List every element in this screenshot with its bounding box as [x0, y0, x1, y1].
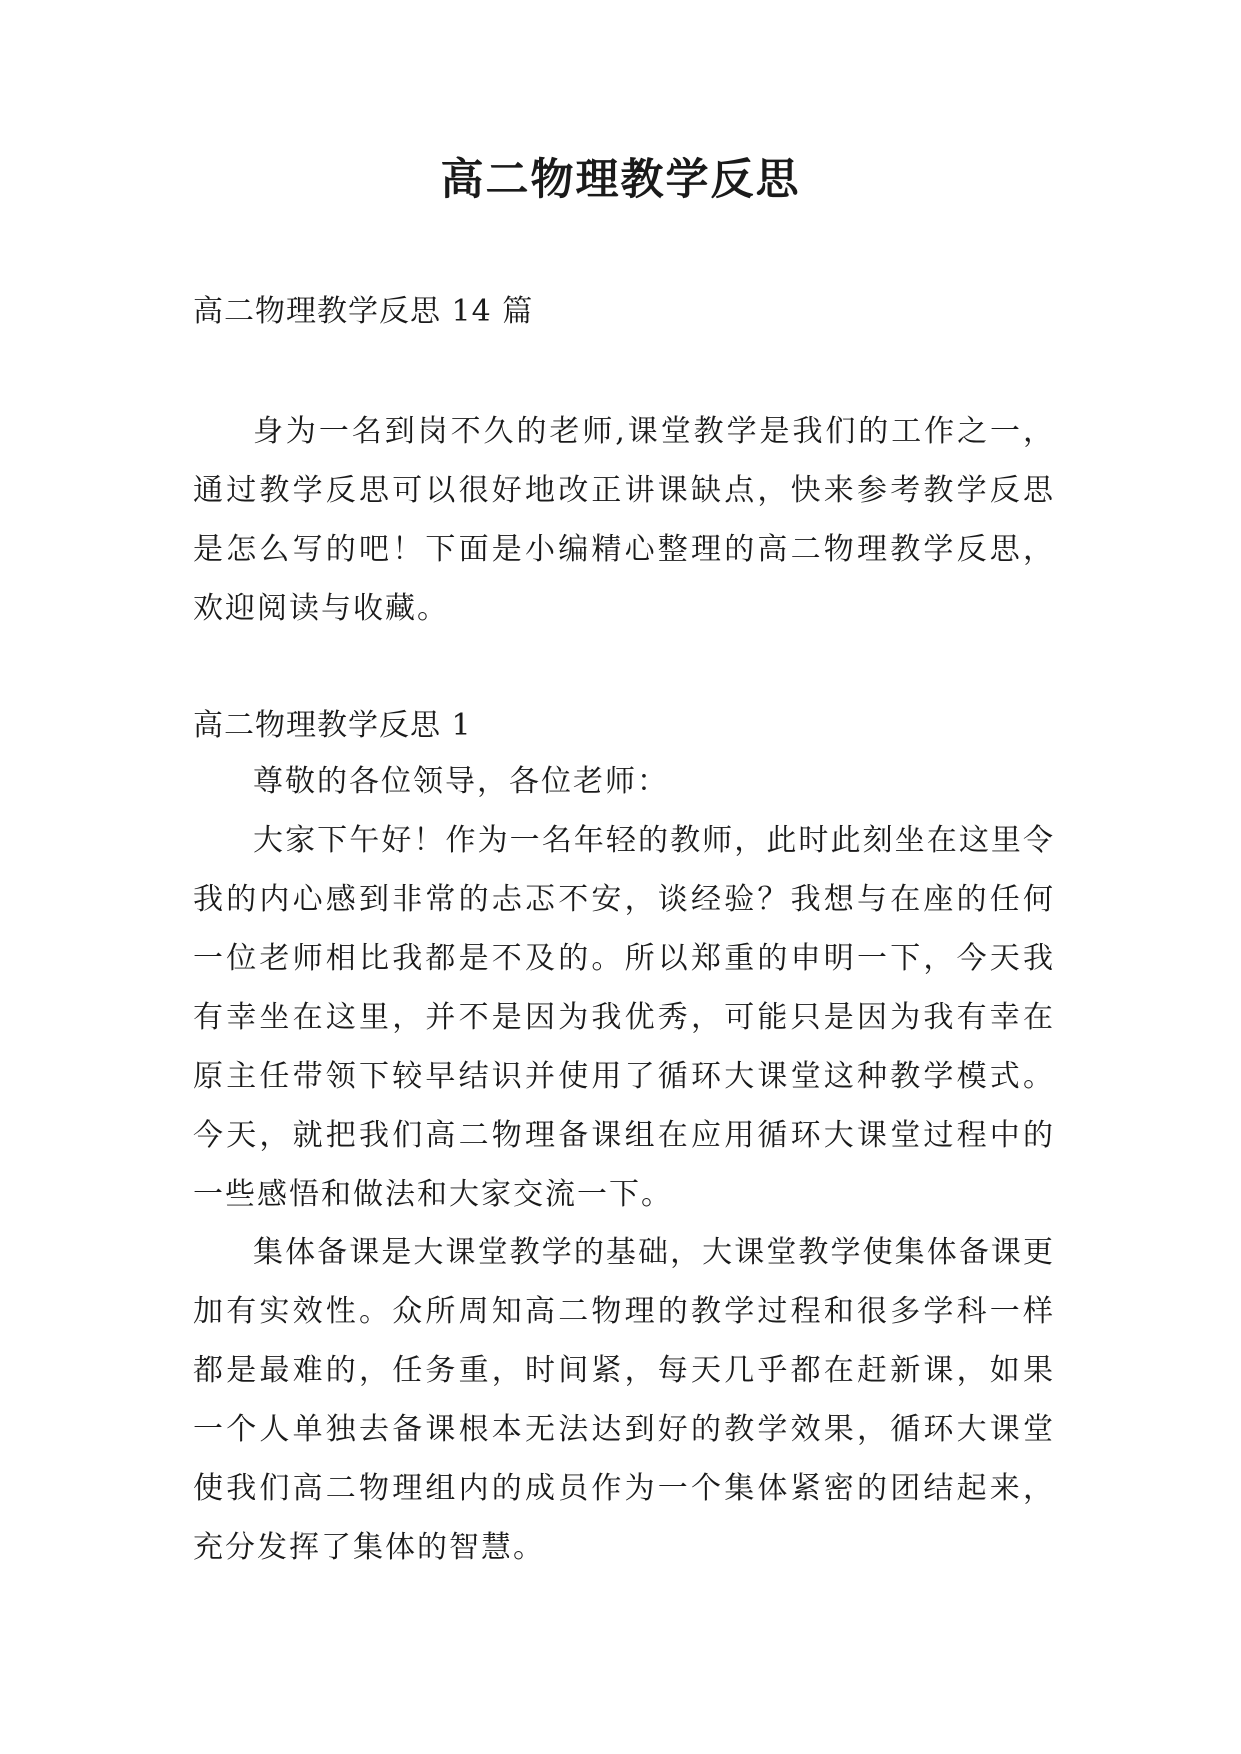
- document-subtitle: 高二物理教学反思 14 篇: [193, 294, 534, 329]
- greeting-line: 尊敬的各位领导，各位老师：: [253, 764, 669, 799]
- body-paragraph-1: 大家下午好！作为一名年轻的教师，此时此刻坐在这里令我的内心感到非常的忐忑不安，谈经验？我想与在座的任何一位老师相比我都是不及的。所以郑重的申明一下，今天我有幸坐在这里，并不是因为我优秀，可能只是因为我有幸在原主任带领下较早结识并使用了循环大课堂这种教学模式。今天，就把我们高二物理备课组在应用循环大课堂过程中的一些感悟和做法和大家交流一下。: [193, 823, 1055, 1212]
- intro-paragraph: 身为一名到岗不久的老师,课堂教学是我们的工作之一，通过教学反思可以很好地改正讲课缺点，快来参考教学反思是怎么写的吧！下面是小编精心整理的高二物理教学反思，欢迎阅读与收藏。: [193, 414, 1055, 626]
- document-title: 高二物理教学反思: [440, 155, 801, 205]
- section-heading: 高二物理教学反思 1: [193, 708, 472, 743]
- body-paragraph-2: 集体备课是大课堂教学的基础，大课堂教学使集体备课更加有实效性。众所周知高二物理的教学过程和很多学科一样都是最难的，任务重，时间紧，每天几乎都在赶新课，如果一个人单独去备课根本无法达到好的教学效果，循环大课堂使我们高二物理组内的成员作为一个集体紧密的团结起来，充分发挥了集体的智慧。: [193, 1235, 1055, 1565]
